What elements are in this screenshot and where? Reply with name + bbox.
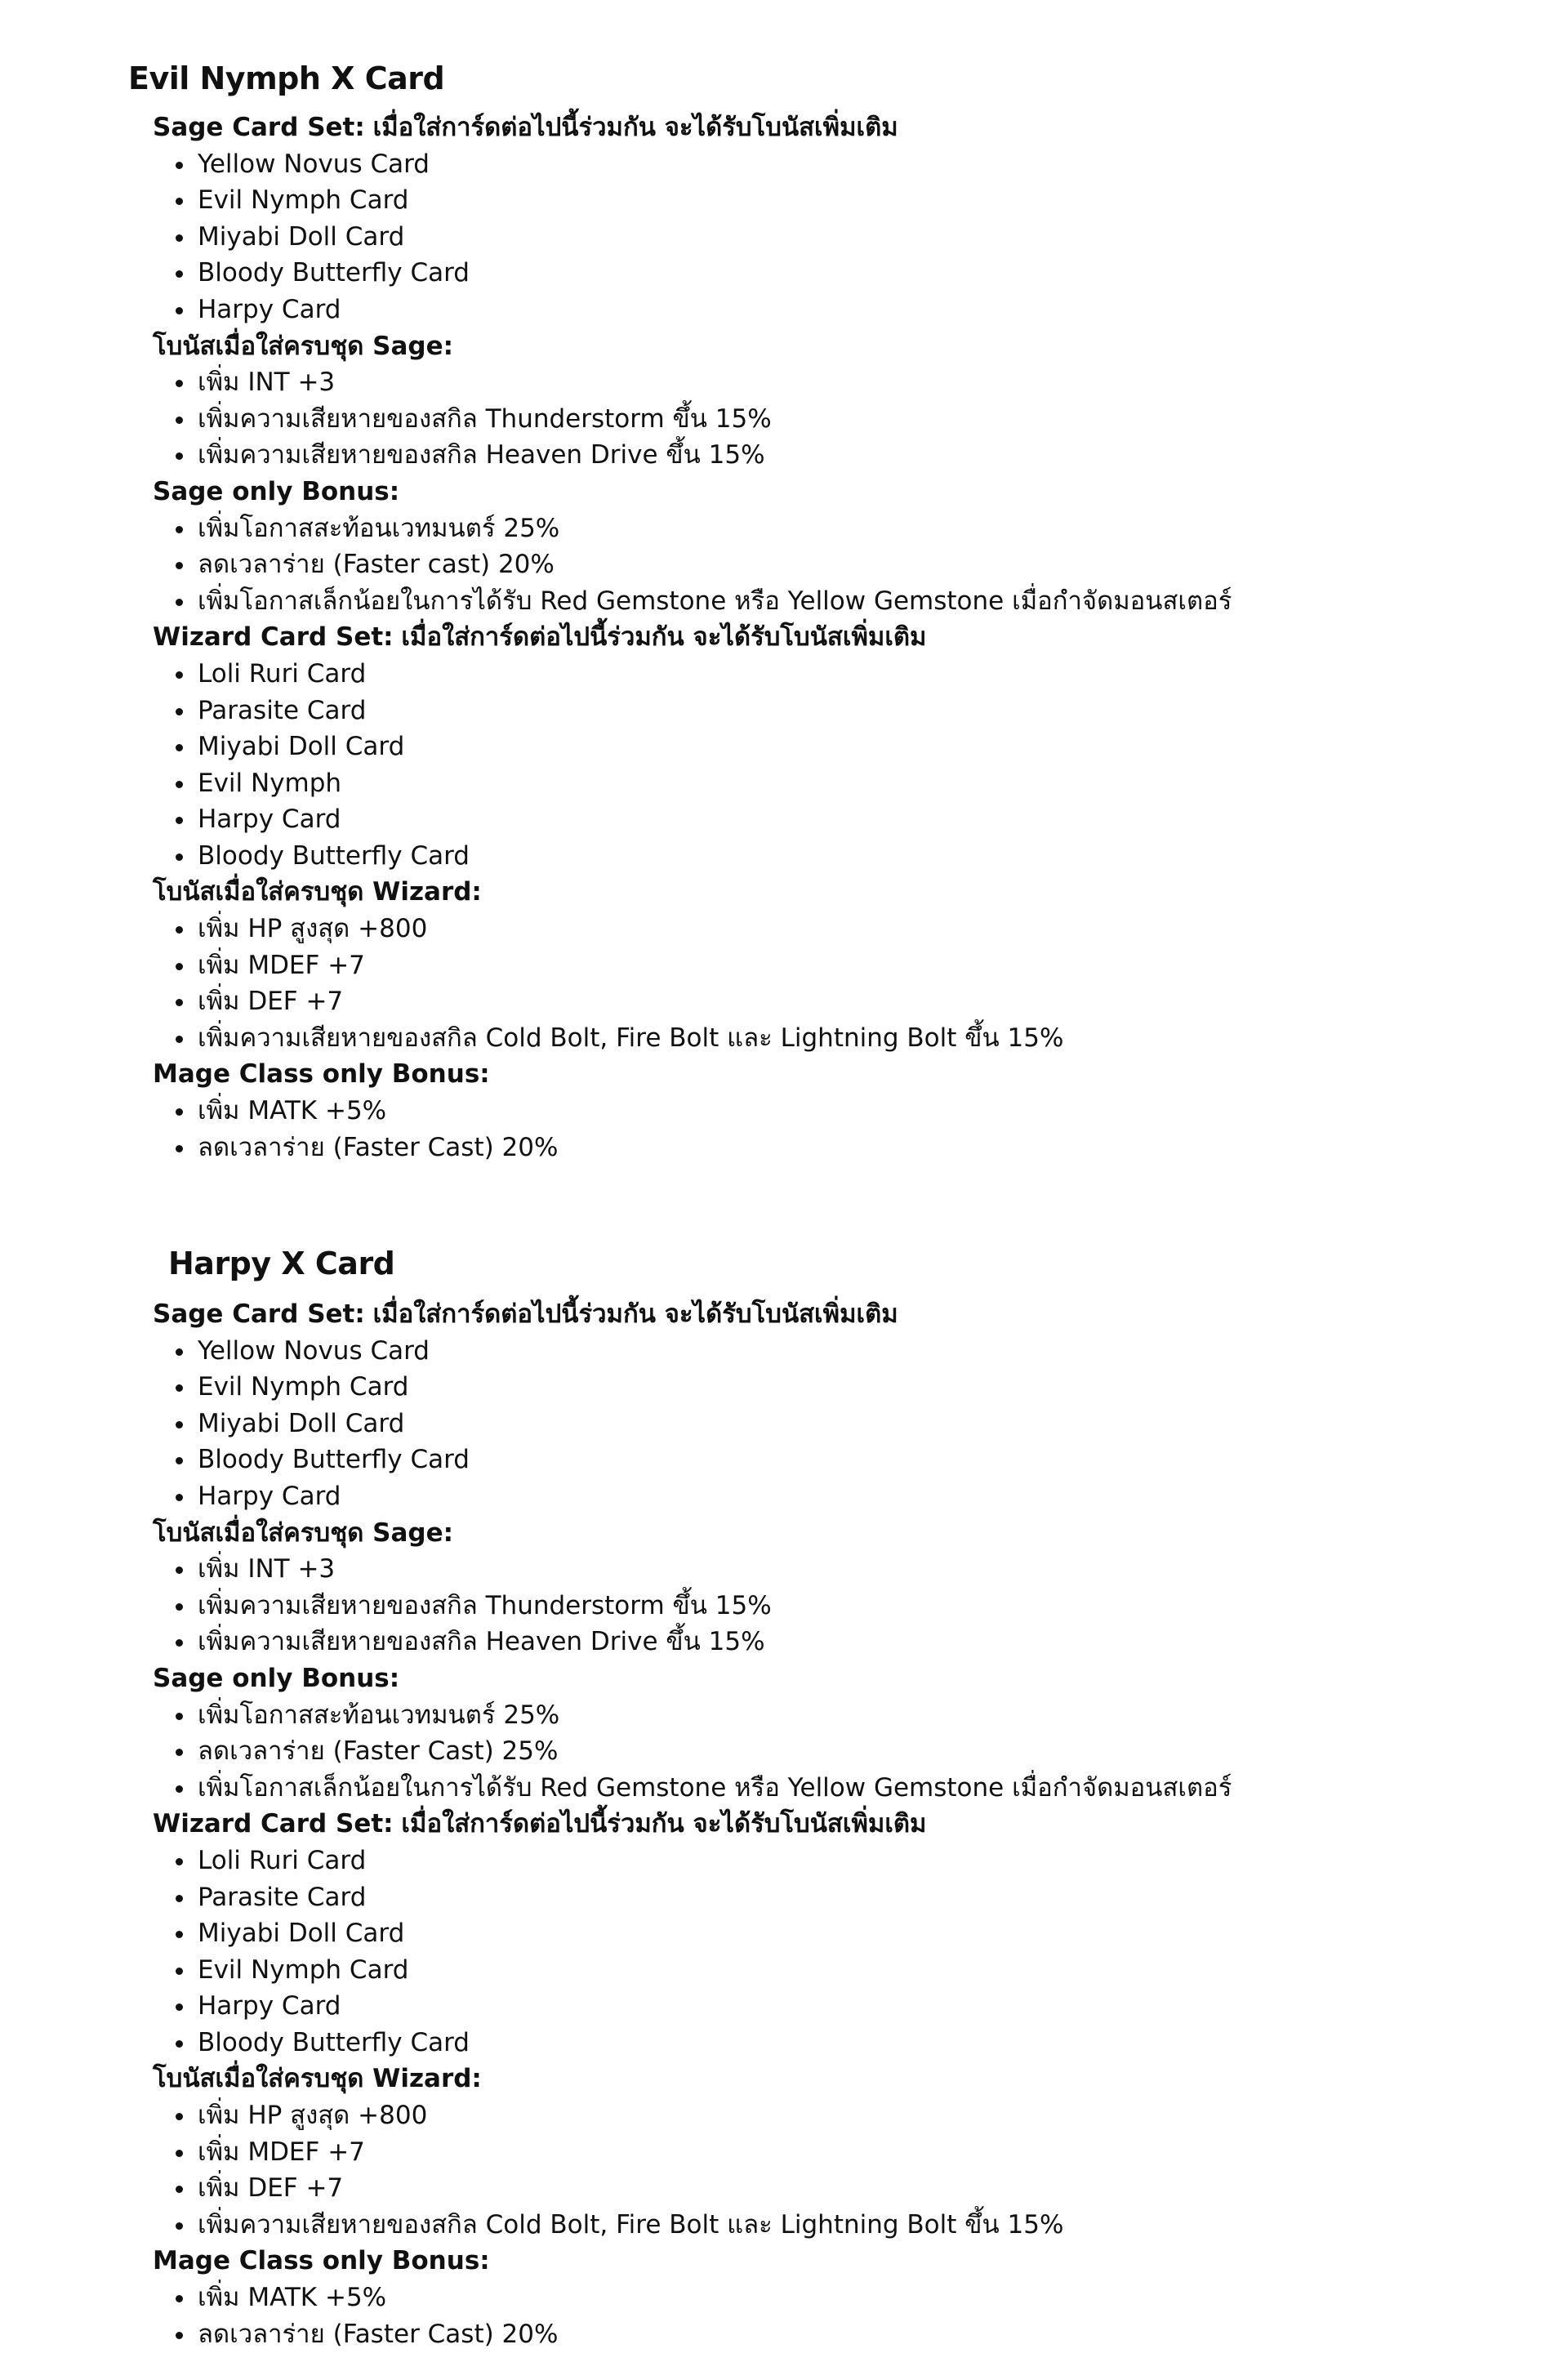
block-heading-label: Sage Card Set: bbox=[153, 1299, 365, 1329]
block-heading-label: โบนัสเมื่อใส่ครบชุด Sage: bbox=[153, 331, 454, 361]
block-heading bbox=[153, 619, 1568, 656]
bullet-list bbox=[153, 911, 1568, 1056]
list-item: Harpy Card bbox=[153, 1988, 1568, 2025]
list-item: เพิ่ม MDEF +7 bbox=[153, 2134, 1568, 2171]
list-item: เพิ่ม MDEF +7 bbox=[153, 947, 1568, 984]
list-item: Harpy Card bbox=[153, 292, 1568, 328]
list-item: เพิ่ม INT +3 bbox=[153, 364, 1568, 401]
bullet-list bbox=[153, 510, 1568, 620]
block-heading bbox=[153, 109, 1568, 146]
bullet-list bbox=[153, 146, 1568, 328]
bullet-list bbox=[153, 364, 1568, 474]
bonus-blocks bbox=[0, 1296, 1568, 2352]
list-item: ลดเวลาร่าย (Faster Cast) 20% bbox=[153, 2316, 1568, 2353]
list-item: เพิ่มโอกาสสะท้อนเวทมนตร์ 25% bbox=[153, 1697, 1568, 1734]
block-heading-label: Sage only Bonus: bbox=[153, 1663, 400, 1693]
block-heading-label: Mage Class only Bonus: bbox=[153, 2246, 490, 2276]
list-item: เพิ่ม MATK +5% bbox=[153, 1093, 1568, 1130]
list-item: เพิ่มโอกาสสะท้อนเวทมนตร์ 25% bbox=[153, 510, 1568, 547]
block-heading-description: เมื่อใส่การ์ดต่อไปนี้ร่วมกัน จะได้รับโบนัสเพิ่มเติม bbox=[372, 113, 898, 142]
block-heading-label: Wizard Card Set: bbox=[153, 1809, 394, 1839]
list-item: Miyabi Doll Card bbox=[153, 219, 1568, 256]
list-item: ลดเวลาร่าย (Faster Cast) 25% bbox=[153, 1733, 1568, 1770]
card-section-harpy-x bbox=[0, 1241, 1568, 2352]
list-item: ลดเวลาร่าย (Faster Cast) 20% bbox=[153, 1130, 1568, 1166]
block-heading-description: เมื่อใส่การ์ดต่อไปนี้ร่วมกัน จะได้รับโบนัสเพิ่มเติม bbox=[401, 622, 927, 653]
block-heading bbox=[153, 874, 1568, 911]
list-item: Bloody Butterfly Card bbox=[153, 255, 1568, 292]
list-item: Bloody Butterfly Card bbox=[153, 1442, 1568, 1478]
list-item: Parasite Card bbox=[153, 693, 1568, 729]
block-heading-description: เมื่อใส่การ์ดต่อไปนี้ร่วมกัน จะได้รับโบนัสเพิ่มเติม bbox=[401, 1809, 927, 1839]
list-item: Miyabi Doll Card bbox=[153, 729, 1568, 765]
list-item: Bloody Butterfly Card bbox=[153, 838, 1568, 875]
bullet-list bbox=[153, 656, 1568, 875]
list-item: Loli Ruri Card bbox=[153, 656, 1568, 693]
list-item: Yellow Novus Card bbox=[153, 146, 1568, 183]
list-item: Loli Ruri Card bbox=[153, 1843, 1568, 1879]
block-heading-label: Mage Class only Bonus: bbox=[153, 1059, 490, 1090]
list-item: Harpy Card bbox=[153, 801, 1568, 838]
list-item: เพิ่มความเสียหายของสกิล Thunderstorm ขึ้น 15% bbox=[153, 1588, 1568, 1625]
list-item: Parasite Card bbox=[153, 1879, 1568, 1916]
block-heading bbox=[153, 1660, 1568, 1697]
list-item: เพิ่มความเสียหายของสกิล Cold Bolt, Fire Bolt และ Lightning Bolt ขึ้น 15% bbox=[153, 1020, 1568, 1057]
list-item: เพิ่ม DEF +7 bbox=[153, 983, 1568, 1020]
list-item: Bloody Butterfly Card bbox=[153, 2025, 1568, 2061]
list-item: Miyabi Doll Card bbox=[153, 1915, 1568, 1952]
list-item: เพิ่มโอกาสเล็กน้อยในการได้รับ Red Gemstone หรือ Yellow Gemstone เมื่อกำจัดมอนสเตอร์ bbox=[153, 583, 1568, 620]
block-heading-label: โบนัสเมื่อใส่ครบชุด Sage: bbox=[153, 1518, 454, 1548]
list-item: เพิ่มความเสียหายของสกิล Cold Bolt, Fire Bolt และ Lightning Bolt ขึ้น 15% bbox=[153, 2207, 1568, 2244]
list-item: เพิ่ม HP สูงสุด +800 bbox=[153, 2097, 1568, 2134]
block-heading-label: Sage only Bonus: bbox=[153, 476, 400, 506]
list-item: Harpy Card bbox=[153, 1478, 1568, 1515]
block-heading-label: โบนัสเมื่อใส่ครบชุด Wizard: bbox=[153, 877, 482, 907]
bullet-list bbox=[153, 2280, 1568, 2352]
card-section-evil-nymph-x bbox=[0, 56, 1568, 1165]
list-item: เพิ่มความเสียหายของสกิล Heaven Drive ขึ้น 15% bbox=[153, 437, 1568, 474]
card-title: Harpy X Card bbox=[168, 1246, 395, 1281]
list-item: เพิ่มความเสียหายของสกิล Thunderstorm ขึ้น 15% bbox=[153, 401, 1568, 438]
block-heading-label: Sage Card Set: bbox=[153, 113, 365, 142]
list-item: Yellow Novus Card bbox=[153, 1333, 1568, 1370]
block-heading bbox=[153, 2061, 1568, 2097]
list-item: Miyabi Doll Card bbox=[153, 1406, 1568, 1442]
list-item: เพิ่ม INT +3 bbox=[153, 1551, 1568, 1588]
list-item: Evil Nymph Card bbox=[153, 1369, 1568, 1406]
block-heading bbox=[153, 1806, 1568, 1843]
bullet-list bbox=[153, 1093, 1568, 1165]
list-item: เพิ่ม HP สูงสุด +800 bbox=[153, 911, 1568, 947]
block-heading bbox=[153, 1515, 1568, 1552]
bullet-list bbox=[153, 2097, 1568, 2243]
block-heading-label: โบนัสเมื่อใส่ครบชุด Wizard: bbox=[153, 2064, 482, 2094]
list-item: Evil Nymph Card bbox=[153, 182, 1568, 219]
list-item: เพิ่ม DEF +7 bbox=[153, 2170, 1568, 2207]
block-heading bbox=[153, 474, 1568, 510]
list-item: เพิ่ม MATK +5% bbox=[153, 2280, 1568, 2316]
block-heading-description: เมื่อใส่การ์ดต่อไปนี้ร่วมกัน จะได้รับโบนัสเพิ่มเติม bbox=[372, 1299, 898, 1329]
block-heading bbox=[153, 328, 1568, 365]
bullet-list bbox=[153, 1551, 1568, 1660]
bonus-blocks bbox=[0, 109, 1568, 1165]
bullet-list bbox=[153, 1697, 1568, 1807]
bullet-list bbox=[153, 1333, 1568, 1515]
block-heading bbox=[153, 1296, 1568, 1333]
list-item: เพิ่มโอกาสเล็กน้อยในการได้รับ Red Gemstone หรือ Yellow Gemstone เมื่อกำจัดมอนสเตอร์ bbox=[153, 1770, 1568, 1807]
block-heading bbox=[153, 2243, 1568, 2280]
card-title: Evil Nymph X Card bbox=[128, 60, 445, 96]
block-heading-label: Wizard Card Set: bbox=[153, 622, 394, 653]
list-item: Evil Nymph bbox=[153, 765, 1568, 802]
list-item: เพิ่มความเสียหายของสกิล Heaven Drive ขึ้น 15% bbox=[153, 1624, 1568, 1660]
list-item: Evil Nymph Card bbox=[153, 1952, 1568, 1989]
list-item: ลดเวลาร่าย (Faster cast) 20% bbox=[153, 546, 1568, 583]
bullet-list bbox=[153, 1843, 1568, 2061]
block-heading bbox=[153, 1056, 1568, 1093]
